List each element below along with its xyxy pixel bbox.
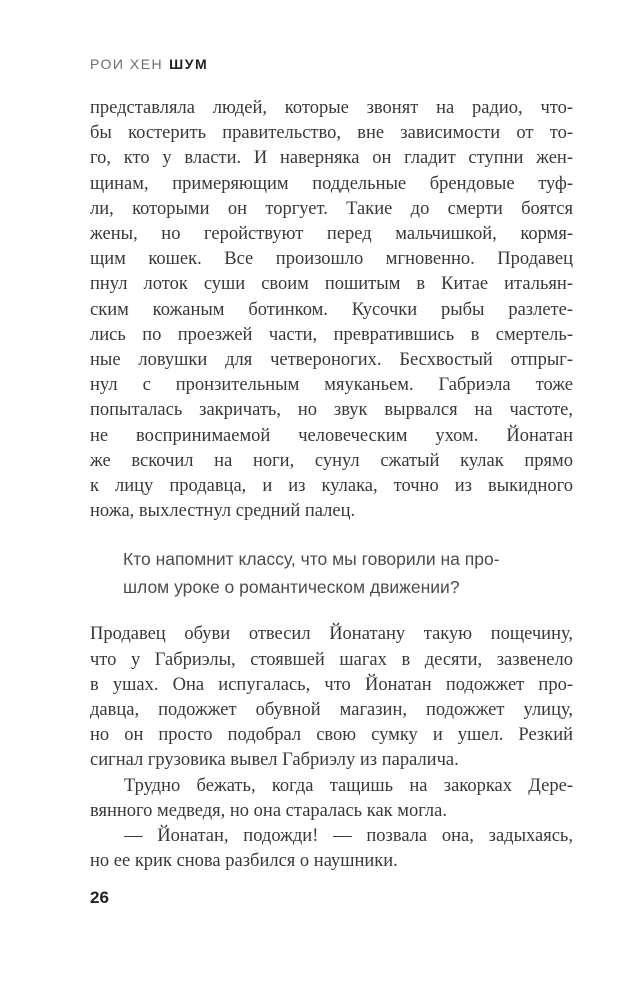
running-header [90,56,573,72]
paragraph-2 [90,622,573,773]
text-line: к лицу продавца, и из кулака, точно из выкидного [90,476,573,497]
text-line: го, кто у власти. И наверняка он гладит ступни жен- [90,148,573,169]
quote-line: Кто напомнит классу, что мы говорили на про- [123,549,500,570]
author-name: РОИ ХЕН [90,56,164,72]
page-footer [90,888,109,908]
text-line: в ушах. Она испугалась, что Йонатан подожжет про- [90,674,573,695]
text-line: же вскочил на ноги, сунул сжатый кулак прямо [90,450,573,471]
quote-line: шлом уроке о романтическом движении? [123,577,460,598]
page-content [90,56,573,874]
text-line: ским кожаным ботинком. Кусочки рыбы разлете- [90,299,573,320]
teacher-quote [90,545,573,601]
paragraph-3 [90,774,573,824]
text-line: но он просто подобрал свою сумку и ушел. Резкий [90,725,573,746]
paragraph-1 [90,96,573,524]
text-line: попыталась закричать, но звук вырвался на частоте, [90,400,573,421]
text-line: щинам, примеряющим поддельные брендовые туф- [90,173,573,194]
text-line: Продавец обуви отвесил Йонатану такую пощечину, [90,624,573,645]
paragraph-dialogue [90,824,573,874]
text-line: ножа, выхлестнул средний палец. [90,501,356,522]
text-line: пнул лоток суши своим пошитым в Китае итальян- [90,274,573,295]
text-line: нул с пронзительным мяуканьем. Габриэла тоже [90,375,573,396]
text-line: что у Габриэлы, стоявшей шагах в десяти, зазвенело [90,649,573,670]
text-line: не воспринимаемой человеческим ухом. Йонатан [90,425,573,446]
text-line: бы костерить правительство, вне зависимости от то- [90,123,573,144]
text-line: сигнал грузовика вывел Габриэлу из паралича. [90,750,459,771]
text-line: жены, но геройствуют перед мальчишкой, кормя- [90,224,573,245]
text-line: ли, которыми он торгует. Такие до смерти боятся [90,198,573,219]
text-line: но ее крик снова разбился о наушники. [90,851,398,872]
text-line: ные ловушки для четвероногих. Бесхвостый отпрыг- [90,350,573,371]
text-line: щим кошек. Все произошло мгновенно. Продавец [90,249,573,270]
page-number: 26 [90,888,109,907]
text-line: вянного медведя, но она старалась как могла. [90,800,447,821]
text-line: — Йонатан, подожди! — позвала она, задыхаясь, [124,826,573,847]
book-title: ШУМ [169,56,209,72]
text-line: представляла людей, которые звонят на радио, что- [90,98,573,118]
text-line: Трудно бежать, когда тащишь на закорках Дере- [124,775,573,796]
text-line: лись по проезжей части, превратившись в смертель- [90,324,573,345]
text-line: давца, подожжет обувной магазин, подожжет улицу, [90,700,573,721]
